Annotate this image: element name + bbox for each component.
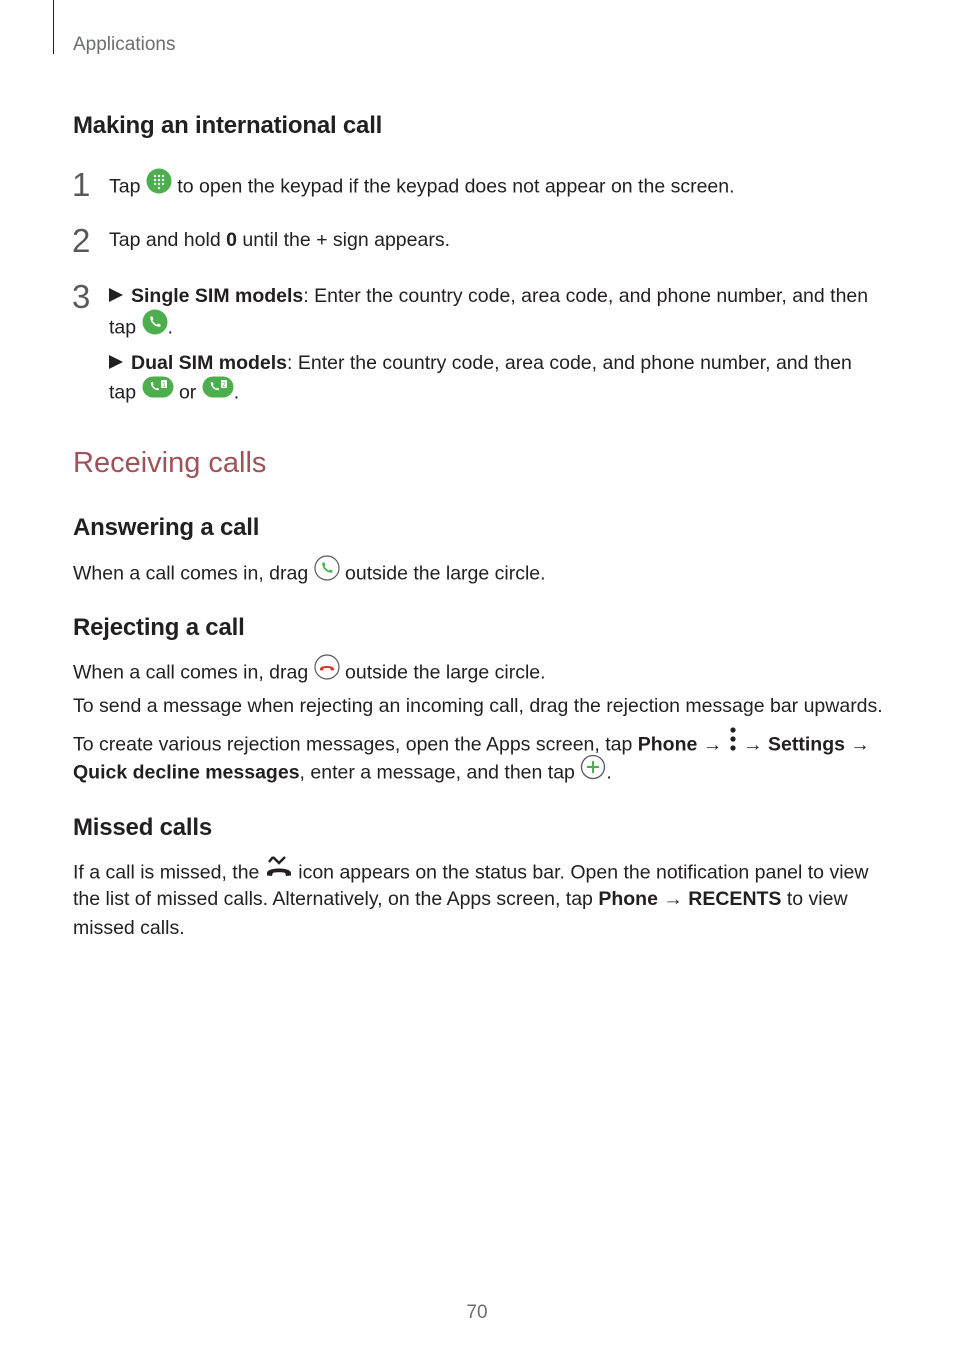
step-number: 3 bbox=[72, 278, 91, 315]
single-sim-text: Single SIM models: Enter the country code, area code, and phone number, and then bbox=[109, 282, 868, 311]
step-2-text: Tap and hold 0 until the + sign appears. bbox=[109, 229, 450, 251]
answering-call-text: When a call comes in, drag outside the large circle. bbox=[73, 557, 546, 592]
header-divider bbox=[53, 0, 54, 54]
rejection-messages-instructions-cont: Quick decline messages, enter a message, and then tap . bbox=[73, 756, 612, 791]
rejection-messages-instructions: To create various rejection messages, open the Apps screen, tap Phone → → Settings → bbox=[73, 728, 870, 763]
call-icon bbox=[142, 309, 168, 344]
missed-calls-text-2: the list of missed calls. Alternatively, on the Apps screen, tap Phone → RECENTS to view bbox=[73, 888, 848, 910]
missed-calls-text-3: missed calls. bbox=[73, 917, 185, 939]
dual-sim-tap: tap 1 or 2 . bbox=[109, 378, 239, 409]
dual-sim-text: Dual SIM models: Enter the country code, area code, and phone number, and then bbox=[109, 349, 852, 378]
svg-text:2: 2 bbox=[221, 381, 226, 389]
rejecting-call-text: When a call comes in, drag outside the large circle. bbox=[73, 656, 546, 691]
sim1-call-icon bbox=[142, 376, 174, 407]
bullet-triangle-icon bbox=[109, 355, 123, 369]
bullet-triangle-icon bbox=[109, 288, 123, 302]
sim2-call-icon bbox=[202, 376, 234, 407]
svg-text:1: 1 bbox=[161, 381, 166, 389]
answering-call-title: Answering a call bbox=[73, 514, 260, 541]
step-1-text: Tap to open the keypad if the keypad does not appear on the screen. bbox=[109, 170, 735, 205]
answer-call-icon bbox=[314, 555, 340, 590]
missed-calls-title: Missed calls bbox=[73, 814, 213, 841]
keypad-icon bbox=[146, 168, 172, 203]
intl-call-title: Making an international call bbox=[73, 112, 383, 139]
single-sim-tap: tap . bbox=[109, 311, 173, 346]
step-number: 1 bbox=[72, 166, 91, 203]
step-number: 2 bbox=[72, 222, 91, 259]
more-options-icon bbox=[728, 726, 738, 761]
missed-call-icon bbox=[265, 854, 293, 889]
reject-call-icon bbox=[314, 654, 340, 689]
rejection-message-text: To send a message when rejecting an incoming call, drag the rejection message bar upwards. bbox=[73, 695, 883, 717]
header-section-label: Applications bbox=[73, 34, 176, 55]
add-icon bbox=[580, 754, 606, 789]
receiving-calls-title: Receiving calls bbox=[73, 447, 267, 479]
missed-calls-text-1: If a call is missed, the icon appears on the status bar. Open the notification panel to view bbox=[73, 856, 868, 891]
rejecting-call-title: Rejecting a call bbox=[73, 614, 245, 641]
page-number: 70 bbox=[466, 1302, 488, 1323]
